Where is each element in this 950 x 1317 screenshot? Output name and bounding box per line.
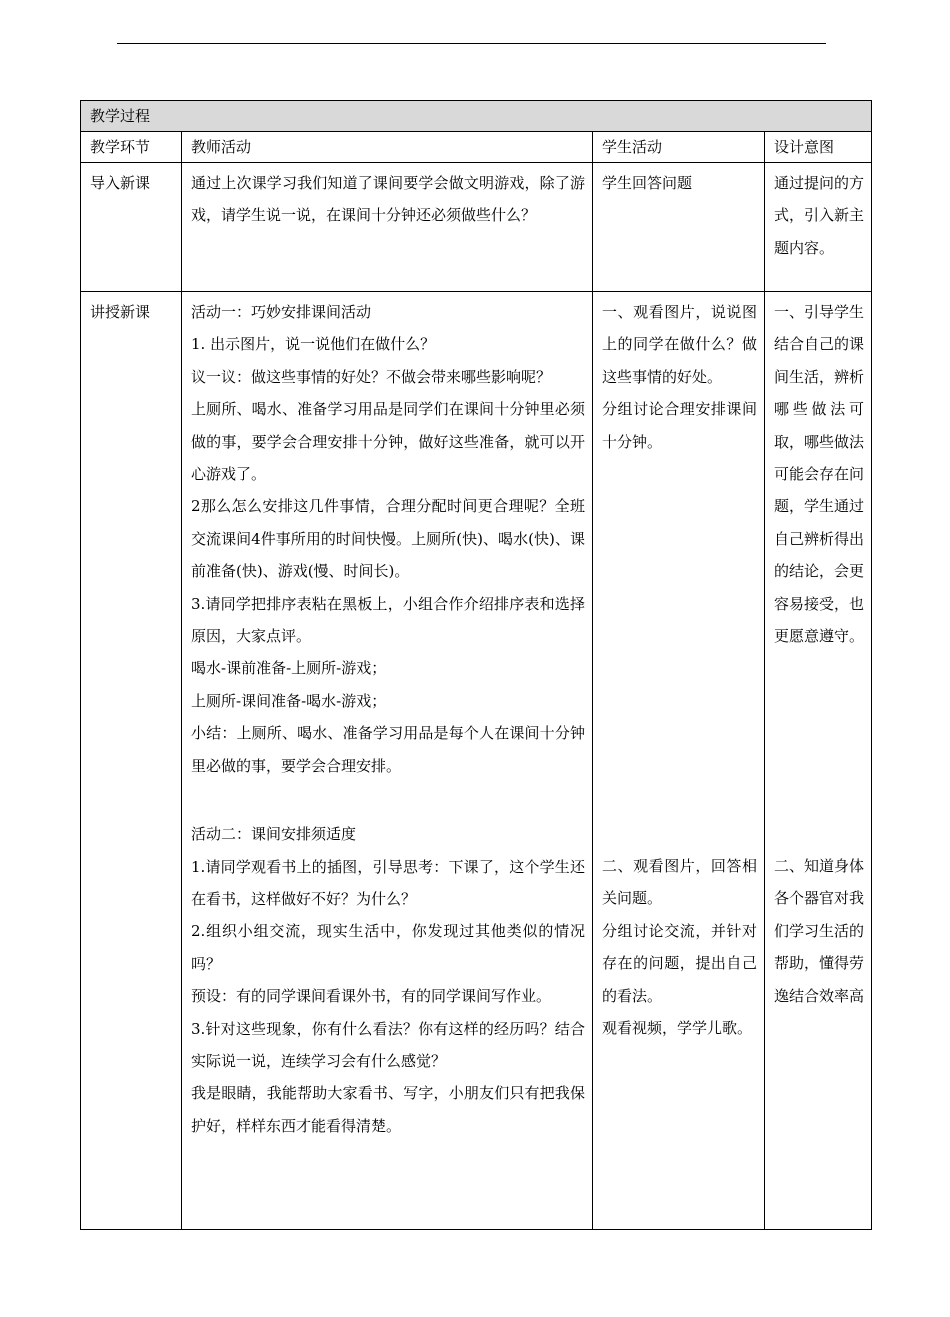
header-rule xyxy=(117,43,826,44)
student-activity-two: 二、观看图片，回答相关问题。 分组讨论交流，并针对存在的问题，提出自己的看法。 观看视频，学学儿歌。 xyxy=(602,857,757,1038)
lesson-table xyxy=(80,100,872,1230)
student-activity-one: 一、观看图片，说说图上的同学在做什么？做这些事情的好处。 分组讨论合理安排课间十分钟。 xyxy=(602,303,757,451)
teacher-activity-one: 活动一：巧妙安排课间活动 1. 出示图片，说一说他们在做什么？ 议一议：做这些事情的好处？不做会带来哪些影响呢？ 上厕所、喝水、准备学习用品是同学们在课间十分钟里必须做的事，要学会合理安排十分钟，做好这些准备，就可以开心游戏了。 2那么怎么安排这几件事情，合理分配时间更合理呢？全班交流课间4件事所用的时间快慢。上厕所(快)、喝水(快)、课前准备(快)、游戏(慢、时间长)。 3.请同学把排序表粘在黑板上，小组合作介绍排序表和选择原因，大家点评。 喝水-课前准备-上厕所-游戏； 上厕所-课间准备-喝水-游戏； 小结：上厕所、喝水、准备学习用品是每个人在课间十分钟里必做的事，要学会合理安排。 xyxy=(191,303,585,775)
design-intent-two: 二、知道身体各个器官对我们学习生活的帮助，懂得劳逸结合效率高 xyxy=(774,857,865,1005)
header-intent: 设计意图 xyxy=(765,132,872,163)
stage-cell: 导入新课 xyxy=(90,174,151,192)
table-title-row xyxy=(81,101,872,132)
table-row xyxy=(81,163,872,292)
header-stage: 教学环节 xyxy=(81,132,182,163)
table-title: 教学过程 xyxy=(81,101,872,132)
header-teacher: 教师活动 xyxy=(182,132,593,163)
design-intent: 通过提问的方式，引入新主题内容。 xyxy=(774,174,865,257)
teacher-activity: 通过上次课学习我们知道了课间要学会做文明游戏，除了游戏，请学生说一说，在课间十分钟还必须做些什么？ xyxy=(191,174,585,225)
teacher-activity-two: 活动二：课间安排须适度 1.请同学观看书上的插图，引导思考：下课了，这个学生还在看书，这样做好不好？为什么？ 2.组织小组交流，现实生活中，你发现过其他类似的情况吗？ 预设：有的同学课间看课外书，有的同学课间写作业。 3.针对这些现象，你有什么看法？你有这样的经历吗？结合实际说一说，连续学习会有什么感觉？ 我是眼睛，我能帮助大家看书、写字，小朋友们只有把我保护好，样样东西才能看得清楚。 xyxy=(191,825,585,1135)
student-activity: 学生回答问题 xyxy=(602,174,693,192)
table-header-row xyxy=(81,132,872,163)
stage-cell: 讲授新课 xyxy=(90,303,151,321)
table-row xyxy=(81,292,872,1230)
header-student: 学生活动 xyxy=(593,132,765,163)
design-intent-one: 一、引导学生结合自己的课间生活，辨析哪些做法可取，哪些做法可能会存在问题，学生通过自己辨析得出的结论，会更容易接受，也更愿意遵守。 xyxy=(774,303,865,646)
